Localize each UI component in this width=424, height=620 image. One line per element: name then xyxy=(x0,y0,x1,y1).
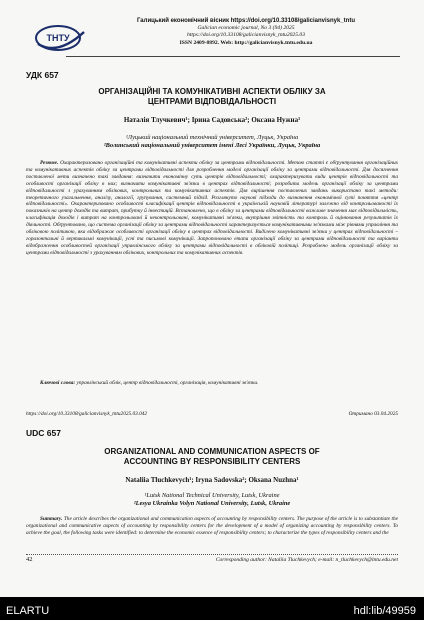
received-date: Отримано 03.04.2025 xyxy=(348,411,398,417)
title-ua-line2: ЦЕНТРАМИ ВІДПОВІДАЛЬНОСТІ xyxy=(147,97,277,106)
article-title-en xyxy=(40,447,384,467)
title-en-line2: ACCOUNTING BY RESPONSIBILITY CENTERS xyxy=(123,457,301,466)
abstract-en-label: Summary. xyxy=(40,516,63,522)
affiliation-ua-2: ²Волинський національний університет імені Лесі Українки, Луцьк, Україна xyxy=(103,142,321,149)
journal-title-ua: Галицький економічний вісник https://doi.org/10.33108/galicianvisnyk_tntu xyxy=(136,18,356,24)
affiliation-ua-1: ¹Луцький національний технічний університет, Луцьк, Україна xyxy=(125,134,299,141)
repository-label: ELARTU xyxy=(6,605,50,617)
affiliations-ua xyxy=(30,134,394,150)
affiliation-en-1: ¹Lutsk National Technical University, Lutsk, Ukraine xyxy=(144,492,280,499)
title-en-line1: ORGANIZATIONAL AND COMMUNICATION ASPECTS OF xyxy=(104,447,320,456)
abstract-en-text: The article describes the organizational and communication aspects of accounting by responsibility centers. The purpose of the article is to substantiate the organizational and communicative aspects of accounting by responsibility centers for the development of a model of organizing accounting by responsibility centers. To achieve the goal, the following tasks were identified: to determine the economic essence of responsibility centers; to characterize the types of responsibility centers and the xyxy=(26,516,398,536)
journal-title-en: Galician economic journal, No 3 (94) 2025 xyxy=(197,25,295,32)
article-title-ua xyxy=(40,87,384,107)
page-number: 42 xyxy=(26,556,33,563)
journal-issn-web: ISSN 2409-8892. Web: http://galicianvisnyk.tntu.edu.ua xyxy=(179,39,313,46)
keywords-ua-label: Ключові слова: xyxy=(40,380,76,386)
keywords-ua-text: управлінський облік, центр відповідальності, організація, комунікативні зв'язки. xyxy=(76,380,259,386)
journal-header xyxy=(30,18,400,58)
corresponding-author: Corresponding author: Nataliia Tluchkevych; e-mail: n_tluchkevych@lntu.edu.net xyxy=(215,557,398,563)
journal-logo xyxy=(32,22,90,54)
authors-en: Nataliia Tluchkevych¹; Iryna Sadovska²; Oksana Nuzhna¹ xyxy=(125,476,299,484)
udk-code: УДК 657 xyxy=(26,70,59,80)
abstract-ua-label: Резюме. xyxy=(40,160,59,166)
journal-info xyxy=(96,18,396,47)
abstract-en xyxy=(26,516,398,550)
abstract-ua xyxy=(26,160,398,257)
affiliation-en-2: ²Lesya Ukrainka Volyn National University, Lutsk, Ukraine xyxy=(133,500,291,507)
article-doi[interactable]: https://doi.org/10.33108/galicianvisnyk_tntu2025.03.042 xyxy=(26,411,148,417)
keywords-ua xyxy=(26,380,398,387)
journal-issue-doi: https://doi.org/10.33108/galicianvisnyk_tntu2025.03 xyxy=(186,32,306,39)
title-ua-line1: ОРГАНІЗАЦІЙНІ ТА КОМУНІКАТИВНІ АСПЕКТИ ОБЛІКУ ЗА xyxy=(98,87,326,96)
handle-label: hdl:lib/49959 xyxy=(353,605,416,617)
svg-text:ТНТУ: ТНТУ xyxy=(46,33,70,43)
footer-divider xyxy=(26,554,398,555)
affiliations-en xyxy=(30,492,394,508)
authors-ua: Наталія Тлучкевич¹; Ірина Садовська²; Оксана Нужна¹ xyxy=(123,116,301,124)
abstract-ua-text: Охарактеризовано організаційні та комунікативні аспекти обліку за центрами відповідальності. Метою статті є обґрунтування організаційних та комунікативних аспектів обліку за центрами відповідальності для розроблення моделі організації обліку за центрами відповідальності. Для досягнення поставленої мети визначено такі завдання: визначити економічну суть центрів відповідальності; охарактеризувати види центрів відповідальності та особливості організації обліку в них; визначити комунікативні зв'язки в центрах відповідальності; розробити модель організації обліку за центрами відповідальності з урахуванням облікових, контрольних та комунікативних аспектів. Для вирішення поставлених завдань використано такі методи: теоретичного узагальнення, аналізу, аналогії, групування, системний підхід. Розглянуто наукові підходи до визначення економічної суті поняття «центр відповідальності». Охарактеризовано особливості класифікації центрів відповідальності в українській науковій літературі залежно від контрольованості їх показників на центр доходів та витрат, прибутку й інвестицій. Встановлено, що в обліку за центрами відповідальності важливе значення має відповідальність, класифікація доходів і витрат на контрольовані й неконтрольовані, комунікативні зв'язки, внутрішня звітність та контроль й оцінювання результатів їх діяльності. Обґрунтовано, що система організації обліку за центрами відповідальності характеризується комунікативними зв'язками між рівнями управління та обліковою політикою, яка відображає особливості організації обліку в центрах відповідальності. Виділено комунікативні зв'язки у центрах відповідальності – горизонтальні й вертикальні комунікації, усні та письмові комунікації. Запропоновано етапи організації обліку за центрами відповідальності та варіанти відображення особливостей організації управлінського обліку за центрами відповідальності в обліковій політиці. Розроблено модель організації обліку за центрами відповідальності з урахуванням облікових, контрольних та комунікативних аспектів. xyxy=(26,160,398,256)
header-divider xyxy=(66,56,400,57)
udc-code: UDC 657 xyxy=(26,428,61,438)
